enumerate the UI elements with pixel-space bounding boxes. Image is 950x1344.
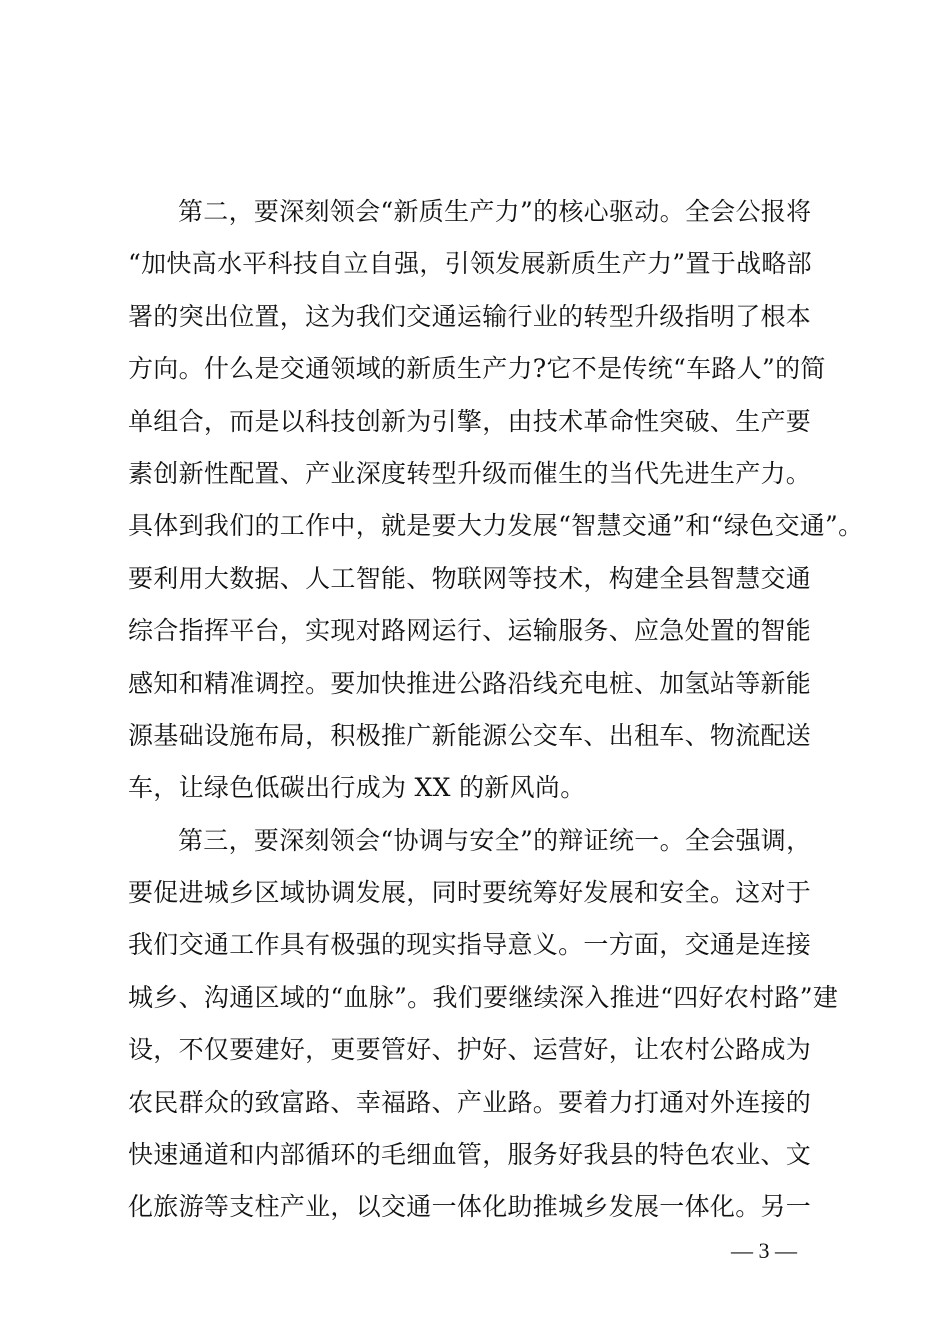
page-number: — 3 — bbox=[731, 1238, 797, 1263]
paragraph-third-point bbox=[128, 815, 848, 1234]
text-line: 化旅游等支柱产业，以交通一体化助推城乡发展一体化。另一 bbox=[128, 1192, 812, 1222]
text-line: 署的突出位置，这为我们交通运输行业的转型升级指明了根本 bbox=[128, 301, 812, 331]
text-line: 素创新性配置、产业深度转型升级而催生的当代先进生产力。 bbox=[128, 458, 812, 488]
text-line: 具体到我们的工作中，就是要大力发展“智慧交通”和“绿色交通”。 bbox=[128, 511, 864, 541]
text-line: 我们交通工作具有极强的现实指导意义。一方面，交通是连接 bbox=[128, 930, 812, 960]
text-line: 快速通道和内部循环的毛细血管，服务好我县的特色农业、文 bbox=[128, 1140, 812, 1170]
text-line: 单组合，而是以科技创新为引擎，由技术革命性突破、生产要 bbox=[128, 406, 812, 436]
text-line: 车，让绿色低碳出行成为 XX 的新风尚。 bbox=[128, 773, 586, 803]
text-line: 城乡、沟通区域的“血脉”。我们要继续深入推进“四好农村路”建 bbox=[128, 982, 839, 1012]
text-line: 设，不仅要建好，更要管好、护好、运营好，让农村公路成为 bbox=[128, 1035, 812, 1065]
text-line: 第三，要深刻领会“协调与安全”的辩证统一。全会强调， bbox=[178, 825, 812, 855]
text-line: 感知和精准调控。要加快推进公路沿线充电桩、加氢站等新能 bbox=[128, 668, 812, 698]
paragraph-second-point bbox=[128, 186, 864, 815]
text-line: 农民群众的致富路、幸福路、产业路。要着力打通对外连接的 bbox=[128, 1087, 812, 1117]
text-line: 源基础设施布局，积极推广新能源公交车、出租车、物流配送 bbox=[128, 720, 812, 750]
text-line: 第二，要深刻领会“新质生产力”的核心驱动。全会公报将 bbox=[178, 197, 812, 226]
text-line: 要利用大数据、人工智能、物联网等技术，构建全县智慧交通 bbox=[128, 563, 812, 593]
text-line: 方向。什么是交通领域的新质生产力?它不是传统“车路人”的简 bbox=[128, 354, 826, 384]
document-body bbox=[128, 186, 864, 1234]
text-line: 综合指挥平台，实现对路网运行、运输服务、应急处置的智能 bbox=[128, 616, 812, 646]
text-line: “加快高水平科技自立自强，引领发展新质生产力”置于战略部 bbox=[128, 249, 812, 279]
text-line: 要促进城乡区域协调发展，同时要统筹好发展和安全。这对于 bbox=[128, 878, 812, 908]
